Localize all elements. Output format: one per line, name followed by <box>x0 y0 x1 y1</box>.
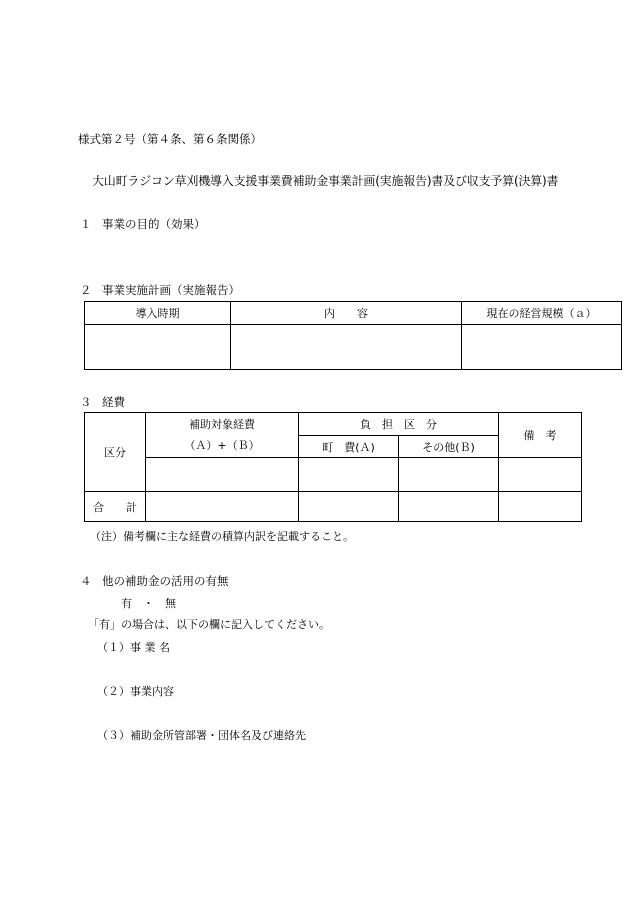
cell-town-cost[interactable] <box>299 458 399 492</box>
cell-current-scale[interactable] <box>462 325 622 370</box>
section-3-number: ３ <box>80 395 92 409</box>
header-town-cost: 町 費(Ａ) <box>299 436 399 458</box>
section-4-heading <box>80 573 229 589</box>
header-content: 内 容 <box>231 302 462 325</box>
cell-subsidy-target[interactable] <box>146 458 299 492</box>
item-department-contact: （３）補助金所管部署・団体名及び連絡先 <box>97 729 306 742</box>
other-subsidy-instruction: 「有」の場合は、以下の欄に記入してください。 <box>88 618 330 631</box>
expense-table <box>84 412 582 522</box>
section-4-number: ４ <box>80 574 92 588</box>
section-2-title: 事業実施計画（実施報告） <box>102 283 240 297</box>
cell-total-other[interactable] <box>399 492 499 522</box>
cell-total-remarks[interactable] <box>499 492 582 522</box>
form-number: 様式第２号（第４条、第６条関係） <box>78 132 262 146</box>
cell-other[interactable] <box>399 458 499 492</box>
section-1-title: 事業の目的（効果） <box>102 217 206 231</box>
header-remarks: 備 考 <box>499 413 582 458</box>
section-2-heading <box>80 282 240 298</box>
item-project-content: （２）事業内容 <box>97 685 174 698</box>
cell-content[interactable] <box>231 325 462 370</box>
section-3-title: 経費 <box>102 395 125 409</box>
expense-note: （注）備考欄に主な経費の積算内訳を記載すること。 <box>90 530 354 543</box>
section-1-number: １ <box>80 217 92 231</box>
header-current-scale: 現在の経営規模（ａ） <box>462 302 622 325</box>
header-introduction-period: 導入時期 <box>85 302 231 325</box>
row-total-label: 合 計 <box>85 492 146 522</box>
section-3-heading <box>80 394 125 410</box>
header-kubun: 区分 <box>85 413 146 492</box>
section-4-title: 他の補助金の活用の有無 <box>102 574 229 588</box>
header-subsidy-line1: 補助対象経費 <box>189 418 255 431</box>
section-2-number: ２ <box>80 283 92 297</box>
document-title: 大山町ラジコン草刈機導入支援事業費補助金事業計画(実施報告)書及び収支予算(決算)書 <box>92 174 559 188</box>
header-subsidy-target <box>146 413 299 458</box>
cell-introduction-period[interactable] <box>85 325 231 370</box>
header-subsidy-line2: （Ａ）+（Ｂ） <box>184 439 260 452</box>
cell-remarks[interactable] <box>499 458 582 492</box>
header-burden-division: 負 担 区 分 <box>299 413 499 436</box>
header-other: その他(Ｂ) <box>399 436 499 458</box>
other-subsidy-choice[interactable]: 有 ・ 無 <box>121 597 176 610</box>
section-1-heading <box>80 216 206 232</box>
cell-total-subsidy-target[interactable] <box>146 492 299 522</box>
implementation-plan-table <box>84 301 622 370</box>
item-project-name: （１）事 業 名 <box>97 641 170 654</box>
cell-total-town-cost[interactable] <box>299 492 399 522</box>
